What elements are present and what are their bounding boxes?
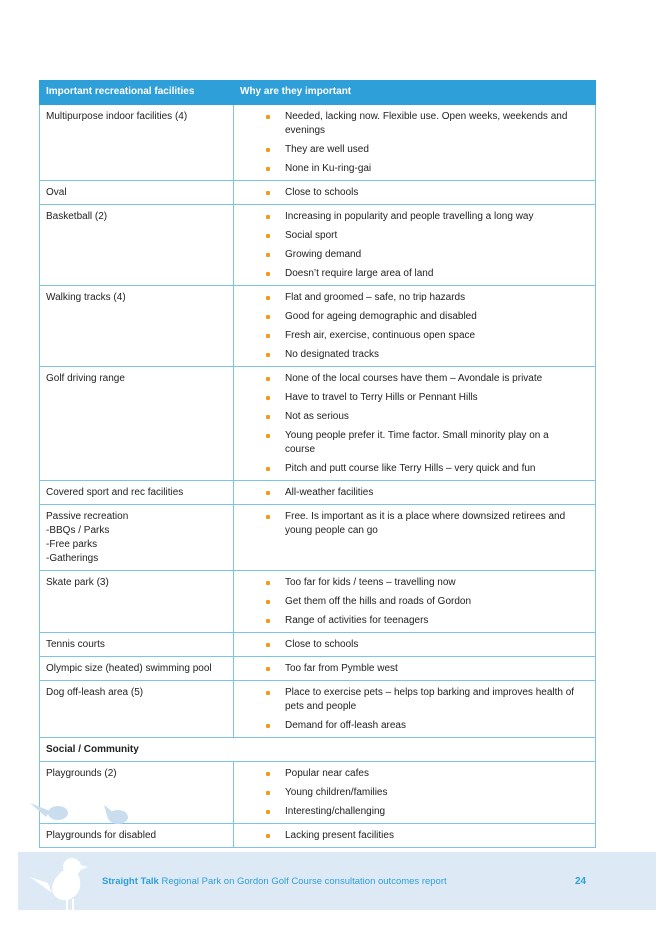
reason-item: None in Ku-ring-gai (240, 162, 589, 176)
reasons-cell (234, 481, 596, 505)
header-facilities: Important recreational facilities (40, 81, 234, 105)
facility-name: Passive recreation (46, 511, 129, 522)
facility-subitem: -Gatherings (46, 553, 99, 564)
reason-item: All-weather facilities (240, 486, 589, 500)
table-row (40, 286, 596, 367)
facility-name: Playgrounds for disabled (46, 830, 157, 841)
reason-item: Demand for off-leash areas (240, 719, 589, 733)
facility-name: Dog off-leash area (5) (46, 687, 144, 698)
reasons-cell (234, 571, 596, 633)
reasons-list (240, 110, 589, 176)
table-row (40, 481, 596, 505)
facility-name: Walking tracks (4) (46, 292, 126, 303)
facility-cell (40, 181, 234, 205)
table-row (40, 205, 596, 286)
facility-name: Playgrounds (2) (46, 768, 117, 779)
reason-item: Get them off the hills and roads of Gordon (240, 595, 589, 609)
footer-report-title (102, 876, 447, 887)
facility-cell (40, 633, 234, 657)
reasons-cell (234, 105, 596, 181)
facility-cell (40, 657, 234, 681)
reason-item: Close to schools (240, 186, 589, 200)
reason-item: Young children/families (240, 786, 589, 800)
table-row (40, 633, 596, 657)
reason-item: Range of activities for teenagers (240, 614, 589, 628)
reasons-list (240, 186, 589, 200)
table-row (40, 571, 596, 633)
reason-item: No designated tracks (240, 348, 589, 362)
page-number: 24 (575, 876, 587, 887)
reasons-list (240, 829, 589, 843)
facility-cell (40, 571, 234, 633)
reason-item: Close to schools (240, 638, 589, 652)
bird-illustration-icon (18, 795, 138, 913)
reasons-list (240, 662, 589, 676)
reason-item: Free. Is important as it is a place where downsized retirees and young people can go (240, 510, 589, 538)
reasons-list (240, 210, 589, 281)
facility-name: Multipurpose indoor facilities (4) (46, 111, 188, 122)
reason-item: Fresh air, exercise, continuous open space (240, 329, 589, 343)
footer-report-name: Regional Park on Gordon Golf Course consultation outcomes report (158, 876, 447, 887)
facility-name: Olympic size (heated) swimming pool (46, 663, 212, 674)
reasons-cell (234, 181, 596, 205)
reason-item: Too far for kids / teens – travelling now (240, 576, 589, 590)
reason-item: Good for ageing demographic and disabled (240, 310, 589, 324)
section-row (40, 738, 596, 762)
reason-item: Increasing in popularity and people travelling a long way (240, 210, 589, 224)
reasons-cell (234, 762, 596, 824)
reasons-cell (234, 681, 596, 738)
table-row (40, 681, 596, 738)
facility-name: Golf driving range (46, 373, 125, 384)
facility-cell (40, 505, 234, 571)
footer-brand: Straight Talk (102, 876, 159, 887)
reason-item: Place to exercise pets – helps top barking and improves health of pets and people (240, 686, 589, 714)
reason-item: Social sport (240, 229, 589, 243)
reasons-list (240, 686, 589, 733)
reason-item: Doesn’t require large area of land (240, 267, 589, 281)
facility-cell (40, 105, 234, 181)
reason-item: Interesting/challenging (240, 805, 589, 819)
reasons-cell (234, 824, 596, 848)
reasons-cell (234, 657, 596, 681)
facility-cell (40, 205, 234, 286)
reason-item: Pitch and putt course like Terry Hills – very quick and fun (240, 462, 589, 476)
facility-subitem: -BBQs / Parks (46, 525, 110, 536)
reasons-list (240, 767, 589, 819)
reasons-cell (234, 367, 596, 481)
reason-item: Young people prefer it. Time factor. Small minority play on a course (240, 429, 589, 457)
reasons-list (240, 372, 589, 476)
facilities-table (39, 80, 596, 848)
table-row (40, 657, 596, 681)
reasons-cell (234, 505, 596, 571)
reasons-list (240, 486, 589, 500)
reasons-cell (234, 205, 596, 286)
table-row (40, 181, 596, 205)
reason-item: Needed, lacking now. Flexible use. Open weeks, weekends and evenings (240, 110, 589, 138)
table-row (40, 367, 596, 481)
facility-cell (40, 286, 234, 367)
reason-item: Too far from Pymble west (240, 662, 589, 676)
reasons-list (240, 291, 589, 362)
facility-name: Basketball (2) (46, 211, 108, 222)
facility-cell (40, 367, 234, 481)
reason-item: Popular near cafes (240, 767, 589, 781)
section-title: Social / Community (40, 738, 596, 762)
table-body (40, 105, 596, 848)
table-header-row (40, 81, 596, 105)
reasons-cell (234, 633, 596, 657)
reason-item: Growing demand (240, 248, 589, 262)
reason-item: None of the local courses have them – Avondale is private (240, 372, 589, 386)
table-row (40, 505, 596, 571)
facility-name: Covered sport and rec facilities (46, 487, 184, 498)
table-row (40, 105, 596, 181)
reasons-cell (234, 286, 596, 367)
reasons-list (240, 510, 589, 538)
facility-name: Oval (46, 187, 67, 198)
reason-item: They are well used (240, 143, 589, 157)
reasons-list (240, 638, 589, 652)
facility-name: Tennis courts (46, 639, 105, 650)
reason-item: Lacking present facilities (240, 829, 589, 843)
facility-subitem: -Free parks (46, 539, 98, 550)
facility-name: Skate park (3) (46, 577, 109, 588)
header-reasons: Why are they important (234, 81, 596, 105)
reason-item: Not as serious (240, 410, 589, 424)
facility-cell (40, 481, 234, 505)
facility-cell (40, 681, 234, 738)
reasons-list (240, 576, 589, 628)
reason-item: Flat and groomed – safe, no trip hazards (240, 291, 589, 305)
reason-item: Have to travel to Terry Hills or Pennant Hills (240, 391, 589, 405)
